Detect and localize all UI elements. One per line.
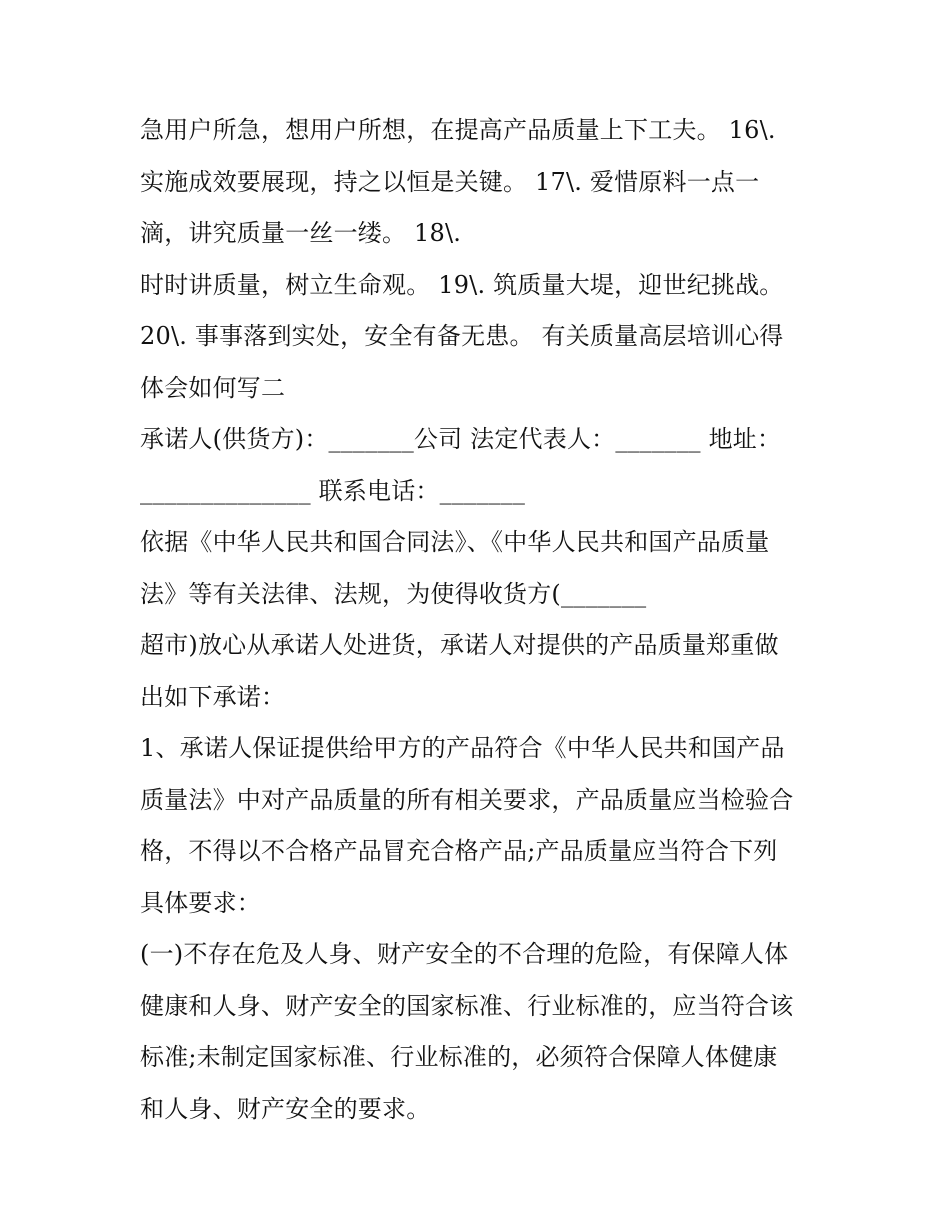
text-line: 标准;未制定国家标准、行业标准的，必须符合保障人体健康 [140,1043,778,1071]
text-line: 出如下承诺： [140,682,286,711]
text-line: 实施成效要展现，持之以恒是关键。 17\. 爱惜原料一点一 [140,167,760,196]
text-line: 承诺人(供货方)：_______公司 法定代表人：_______ 地址： [140,425,782,453]
text-line: 具体要求： [140,888,261,917]
text-line: 和人身、财产安全的要求。 [140,1094,431,1123]
text-line: 依据《中华人民共和国合同法》、《中华人民共和国产品质量 [140,528,770,556]
text-line: 滴，讲究质量一丝一缕。 18\. [140,219,462,247]
text-line: (一)不存在危及人身、财产安全的不合理的危险，有保障人体 [140,940,789,968]
text-line: 1、承诺人保证提供给甲方的产品符合《中华人民共和国产品 [140,734,785,762]
text-line: 格，不得以不合格产品冒充合格产品;产品质量应当符合下列 [140,837,778,865]
text-line: 20\. 事事落到实处，安全有备无患。 有关质量高层培训心得 [140,322,784,350]
text-line: 时时讲质量，树立生命观。 19\. 筑质量大堤，迎世纪挑战。 [140,270,784,299]
text-line: 体会如何写二 [140,373,286,402]
text-line: 急用户所急，想用户所想，在提高产品质量上下工夫。 16\. [140,116,776,144]
text-line: 法》等有关法律、法规，为使得收货方(_______ [140,579,647,608]
text-line: ______________ 联系电话：_______ [140,476,526,505]
text-line: 质量法》中对产品质量的所有相关要求，产品质量应当检验合 [140,785,794,814]
document-body [140,105,830,1135]
text-line: 超市)放心从承诺人处进货，承诺人对提供的产品质量郑重做 [140,631,779,659]
text-line: 健康和人身、财产安全的国家标准、行业标准的，应当符合该 [140,991,794,1020]
